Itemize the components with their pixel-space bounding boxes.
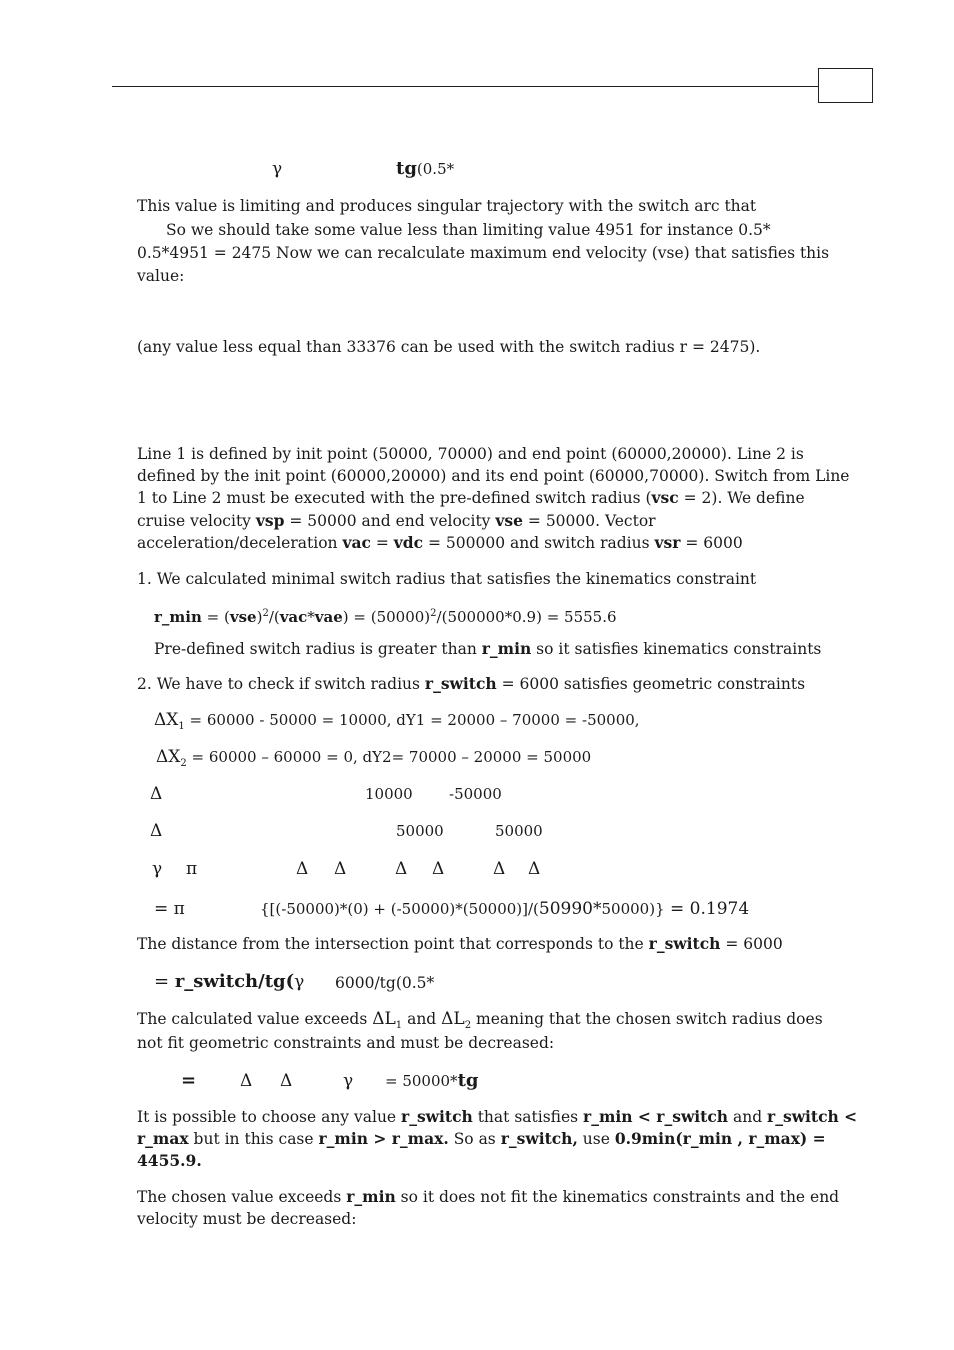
step2-delta-4: Δ <box>432 859 445 879</box>
formula3-delta-1: Δ <box>240 1071 253 1091</box>
header-rule <box>112 86 818 87</box>
step2-dl2-delta: Δ <box>150 821 163 841</box>
formula3-gamma: γ <box>343 1071 354 1091</box>
step2-delta-3: Δ <box>395 859 408 879</box>
p3-line2: defined by the init point (60000,20000) and its end point (60000,70000). Switch from Line <box>137 467 850 485</box>
step1-title: 1. We calculated minimal switch radius that satisfies the kinematics constraint <box>137 570 757 588</box>
p3-line3: 1 to Line 2 must be executed with the pre-defined switch radius (vsc = 2). We define <box>137 488 805 507</box>
p6-line1: It is possible to choose any value r_switch that satisfies r_min < r_switch and r_switch < <box>137 1107 858 1126</box>
p1-line4: value: <box>137 267 185 285</box>
p7-line2: velocity must be decreased: <box>137 1210 357 1228</box>
p5-line1: The calculated value exceeds $\Delta L_1$ and $\Delta L_2$ meaning that the chosen switch radius does <box>137 1009 823 1032</box>
step1-formula: r_min = $(vse)^2/(vac*vae) = (50000)^2/(500000*0.9) = 5555.6$ <box>154 608 617 626</box>
step2-eq-expr: {[(-50000)*(0) + (-50000)*(50000)]/(50990*50000)} = 0.1974 <box>260 899 750 919</box>
step2-delta-5: Δ <box>493 859 506 879</box>
step2-dl1-delta: Δ <box>150 784 163 804</box>
step2-delta-1: Δ <box>296 859 309 879</box>
step2-gamma: γ <box>152 859 163 879</box>
p6-line2: r_max but in this case r_min > r_max. So as r_switch, use 0.9min(r_min , r_max) = <box>137 1129 826 1148</box>
formula1-gamma: γ <box>272 159 283 179</box>
formula1-tg: tg(0.5* <box>396 158 455 179</box>
p3-line4: cruise velocity vsp = 50000 and end velocity vse = 50000. Vector <box>137 511 656 530</box>
step2-dl1-v2: -50000 <box>449 785 502 803</box>
p5-line2: not fit geometric constraints and must be decreased: <box>137 1034 555 1052</box>
p4-line: The distance from the intersection point that corresponds to the r_switch = 6000 <box>137 934 783 953</box>
step2-dl2-v1: 50000 <box>396 822 444 840</box>
step2-dx1: $\Delta X_1 = 60000 - 50000 = 10000$, dY1 = 20000 – 70000 = -50000, <box>154 710 640 732</box>
formula2-rhs: 6000/tg(0.5* <box>335 974 435 992</box>
p1-line3: 0.5*4951 = 2475 Now we can recalculate maximum end velocity (vse) that satisfies this <box>137 244 830 262</box>
step2-delta-6: Δ <box>528 859 541 879</box>
p6-line3: 4455.9. <box>137 1151 202 1170</box>
page-number-box <box>818 68 873 103</box>
formula3-rhs: = 50000*tg <box>385 1070 479 1091</box>
formula2-lhs: = r_switch/tg(γ <box>154 971 305 992</box>
step2-dl2-v2: 50000 <box>495 822 543 840</box>
step2-dl1-v1: 10000 <box>365 785 413 803</box>
step2-dx2: $\Delta X_2 = 60000 - 60000 = 0$, dY2= 70000 – 20000 = 50000 <box>156 747 592 769</box>
step2-title: 2. We have to check if switch radius r_switch = 6000 satisfies geometric constraints <box>137 674 806 693</box>
p1-line1: This value is limiting and produces singular trajectory with the switch arc that <box>137 197 757 215</box>
p3-line1: Line 1 is defined by init point (50000, 70000) and end point (60000,20000). Line 2 is <box>137 445 804 463</box>
p2-line: (any value less equal than 33376 can be used with the switch radius r = 2475). <box>137 338 761 356</box>
formula3-equals: = <box>181 1070 197 1091</box>
step2-delta-2: Δ <box>334 859 347 879</box>
p7-line1: The chosen value exceeds r_min so it does not fit the kinematics constraints and the end <box>137 1187 840 1206</box>
formula3-delta-2: Δ <box>280 1071 293 1091</box>
p3-line5: acceleration/deceleration vac = vdc = 500000 and switch radius vsr = 6000 <box>137 533 743 552</box>
step1-note: Pre-defined switch radius is greater than r_min so it satisfies kinematics constraints <box>154 639 822 658</box>
step2-eq-pi: = π <box>154 899 185 919</box>
step2-pi: π <box>186 859 198 879</box>
p1-line2: So we should take some value less than limiting value 4951 for instance 0.5* <box>166 221 771 239</box>
